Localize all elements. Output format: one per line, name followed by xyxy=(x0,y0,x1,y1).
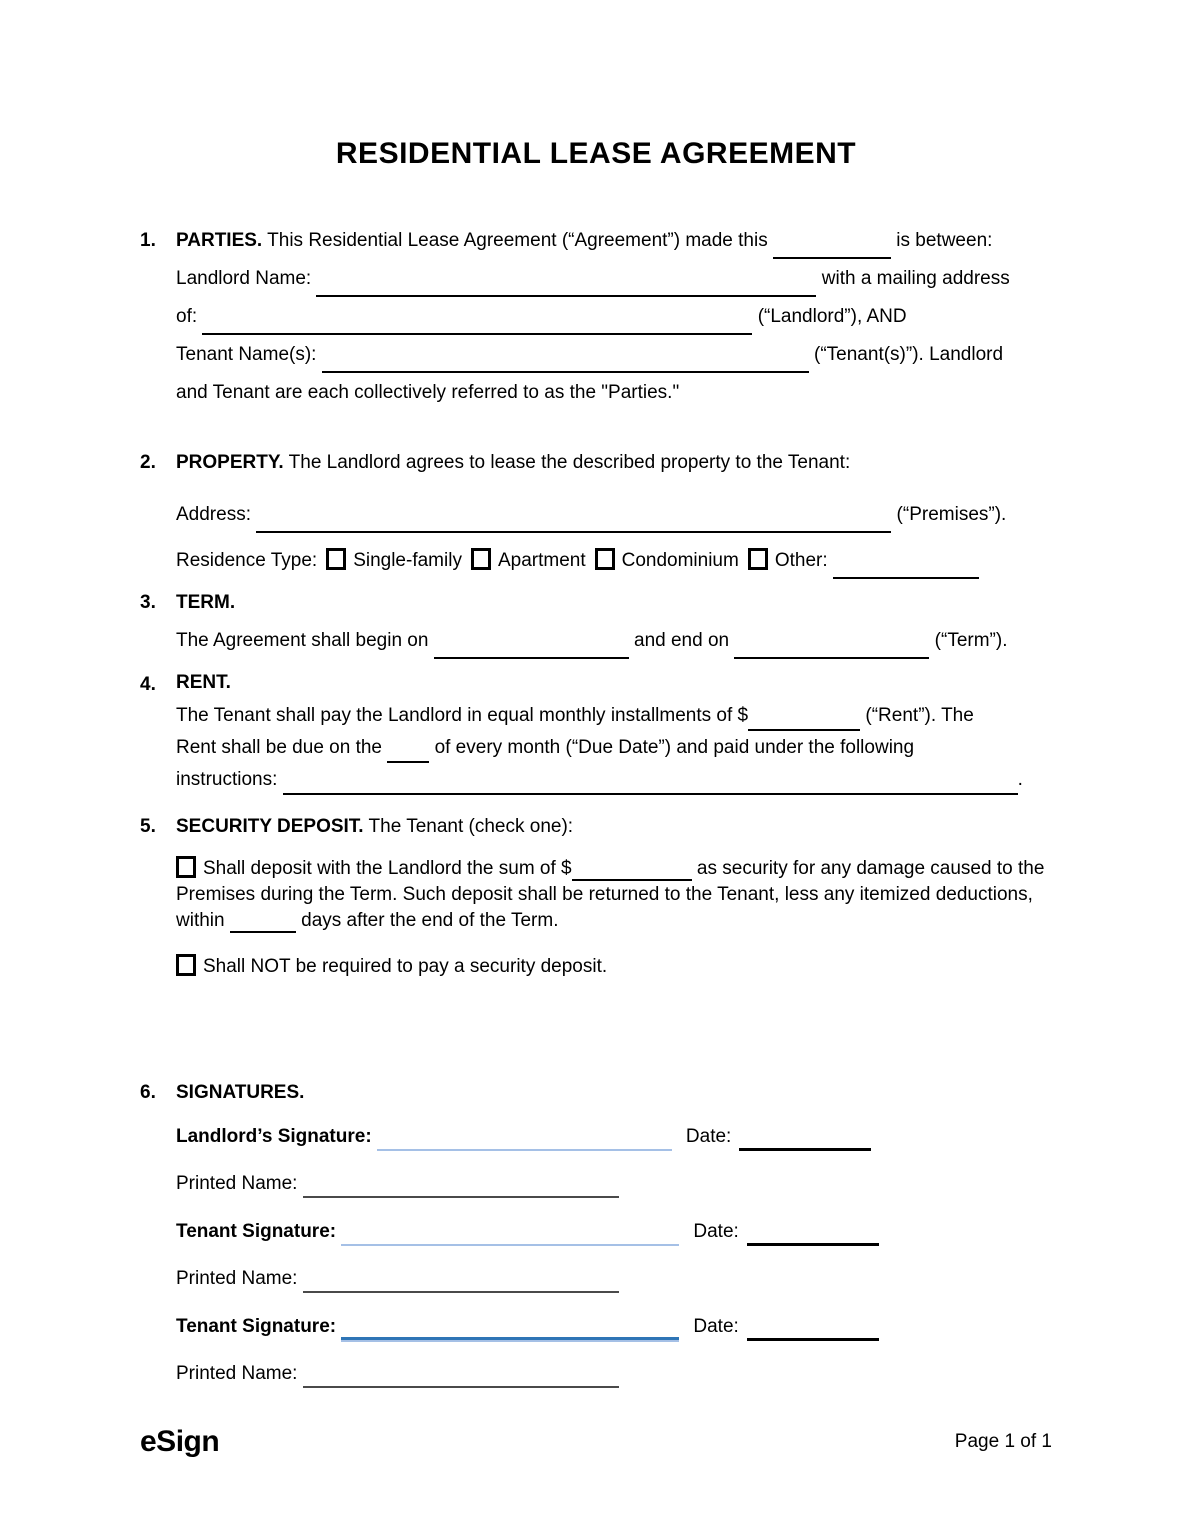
mailing-address-blank[interactable] xyxy=(202,316,752,335)
landlord-name-blank[interactable] xyxy=(316,278,816,297)
mailing-address-label: of: xyxy=(176,306,198,327)
landlord-date-label: Date: xyxy=(685,1126,732,1147)
tenant1-printed-name-label: Printed Name: xyxy=(176,1268,298,1289)
address-blank[interactable] xyxy=(256,514,891,533)
single-family-label: Single-family xyxy=(353,550,462,571)
residence-type-label: Residence Type: xyxy=(176,550,318,571)
section-term-heading: TERM. xyxy=(176,592,236,613)
section-signatures xyxy=(140,1074,1052,1389)
section-security-deposit-heading: SECURITY DEPOSIT. xyxy=(176,816,364,837)
shall-deposit-checkbox[interactable] xyxy=(176,856,196,878)
section-parties-heading: PARTIES. xyxy=(176,230,263,251)
tenant2-printed-name-row xyxy=(176,1359,1052,1389)
section-term xyxy=(140,584,1052,660)
landlord-date-field[interactable] xyxy=(739,1132,871,1151)
landlord-signature-row xyxy=(176,1122,1052,1152)
section-signatures-number: 6. xyxy=(140,1082,156,1103)
rent-installments-text: The Tenant shall pay the Landlord in equal monthly installments of $ xyxy=(176,705,749,726)
no-deposit-option-line xyxy=(176,954,1052,980)
section-property xyxy=(140,444,1052,580)
other-label: Other: xyxy=(774,550,828,571)
parties-intro-text-after: is between: xyxy=(896,230,993,251)
tenant2-signature-row xyxy=(176,1312,1052,1342)
apartment-label: Apartment xyxy=(497,550,586,571)
tenant1-signature-label: Tenant Signature: xyxy=(176,1221,337,1242)
tenant2-printed-name-label: Printed Name: xyxy=(176,1363,298,1384)
deposit-option-text-end: days after the end of the Term. xyxy=(301,910,559,931)
no-deposit-checkbox[interactable] xyxy=(176,954,196,976)
rent-due-day-blank[interactable] xyxy=(387,744,429,763)
other-checkbox[interactable] xyxy=(748,548,768,570)
payment-instructions-blank[interactable] xyxy=(283,776,1018,795)
tenant-names-label: Tenant Name(s): xyxy=(176,344,317,365)
landlord-printed-name-row xyxy=(176,1169,1052,1199)
parties-intro-text: This Residential Lease Agreement (“Agreement”) made this xyxy=(267,230,768,251)
landlord-name-label: Landlord Name: xyxy=(176,268,312,289)
tenant1-printed-name-field[interactable] xyxy=(303,1274,619,1293)
tenant1-date-field[interactable] xyxy=(747,1227,879,1246)
tenant2-date-label: Date: xyxy=(693,1316,739,1337)
deposit-return-days-blank[interactable] xyxy=(230,914,296,933)
tenant2-date-field[interactable] xyxy=(747,1322,879,1341)
deposit-option-paragraph xyxy=(176,856,1052,934)
instructions-label: instructions: xyxy=(176,769,278,790)
term-and-end-text: and end on xyxy=(634,630,730,651)
section-security-deposit xyxy=(140,808,1052,980)
section-property-number: 2. xyxy=(140,452,156,473)
single-family-checkbox[interactable] xyxy=(326,548,346,570)
deposit-amount-blank[interactable] xyxy=(572,862,692,881)
landlord-signature-field[interactable] xyxy=(377,1132,672,1151)
tenant1-signature-field[interactable] xyxy=(341,1227,679,1246)
section-security-deposit-number: 5. xyxy=(140,816,156,837)
section-signatures-heading: SIGNATURES. xyxy=(176,1082,305,1103)
deposit-option-text-before: Shall deposit with the Landlord the sum of $ xyxy=(203,858,572,879)
mailing-address-after-text: (“Landlord”), AND xyxy=(757,306,907,327)
no-deposit-option-text: Shall NOT be required to pay a security deposit. xyxy=(203,956,608,977)
term-begin-text: The Agreement shall begin on xyxy=(176,630,429,651)
rent-amount-blank[interactable] xyxy=(748,712,860,731)
rent-after-amount-text: (“Rent”). The xyxy=(865,705,974,726)
property-intro-text: The Landlord agrees to lease the described property to the Tenant: xyxy=(288,452,851,473)
section-rent-heading: RENT. xyxy=(176,672,231,693)
rent-due-text: Rent shall be due on the xyxy=(176,737,382,758)
tenant2-signature-field[interactable] xyxy=(341,1321,679,1340)
tenant1-date-label: Date: xyxy=(693,1221,739,1242)
apartment-checkbox[interactable] xyxy=(471,548,491,570)
section-property-heading: PROPERTY. xyxy=(176,452,284,473)
section-rent-number: 4. xyxy=(140,674,156,695)
term-start-date-blank[interactable] xyxy=(434,640,629,659)
page-footer xyxy=(140,1425,1052,1459)
other-residence-blank[interactable] xyxy=(833,560,979,579)
tenant-names-after-text: (“Tenant(s)”). Landlord xyxy=(814,344,1004,365)
page-indicator: Page 1 of 1 xyxy=(954,1431,1052,1452)
condominium-checkbox[interactable] xyxy=(595,548,615,570)
section-parties-number: 1. xyxy=(140,230,156,251)
parties-closing-text: and Tenant are each collectively referred to as the "Parties." xyxy=(176,382,680,403)
tenant1-printed-name-row xyxy=(176,1264,1052,1294)
landlord-printed-name-field[interactable] xyxy=(303,1179,619,1198)
landlord-signature-label: Landlord’s Signature: xyxy=(176,1126,372,1147)
agreement-date-blank[interactable] xyxy=(773,240,891,259)
tenant2-printed-name-field[interactable] xyxy=(303,1369,619,1388)
condominium-label: Condominium xyxy=(621,550,739,571)
term-end-date-blank[interactable] xyxy=(734,640,929,659)
section-term-number: 3. xyxy=(140,592,156,613)
tenant1-signature-row xyxy=(176,1217,1052,1247)
tenant2-signature-label: Tenant Signature: xyxy=(176,1316,337,1337)
landlord-name-after-text: with a mailing address xyxy=(821,268,1010,289)
document-title: RESIDENTIAL LEASE AGREEMENT xyxy=(335,137,857,170)
section-rent xyxy=(140,666,1052,796)
rent-due-after-text: of every month (“Due Date”) and paid under the following xyxy=(434,737,915,758)
address-after-text: (“Premises”). xyxy=(896,504,1007,525)
security-deposit-intro-text: The Tenant (check one): xyxy=(368,816,574,837)
term-after-text: (“Term”). xyxy=(934,630,1008,651)
section-parties xyxy=(140,222,1052,412)
address-label: Address: xyxy=(176,504,251,525)
deposit-option-text-middle: as security for any damage caused to the Premises during the Term. Such deposit shall be returned to the Tenant, less any itemized deductions, within xyxy=(176,858,1045,931)
instructions-period: . xyxy=(1017,769,1023,790)
landlord-printed-name-label: Printed Name: xyxy=(176,1173,298,1194)
esign-logo: eSign xyxy=(140,1425,220,1458)
tenant-names-blank[interactable] xyxy=(322,354,809,373)
